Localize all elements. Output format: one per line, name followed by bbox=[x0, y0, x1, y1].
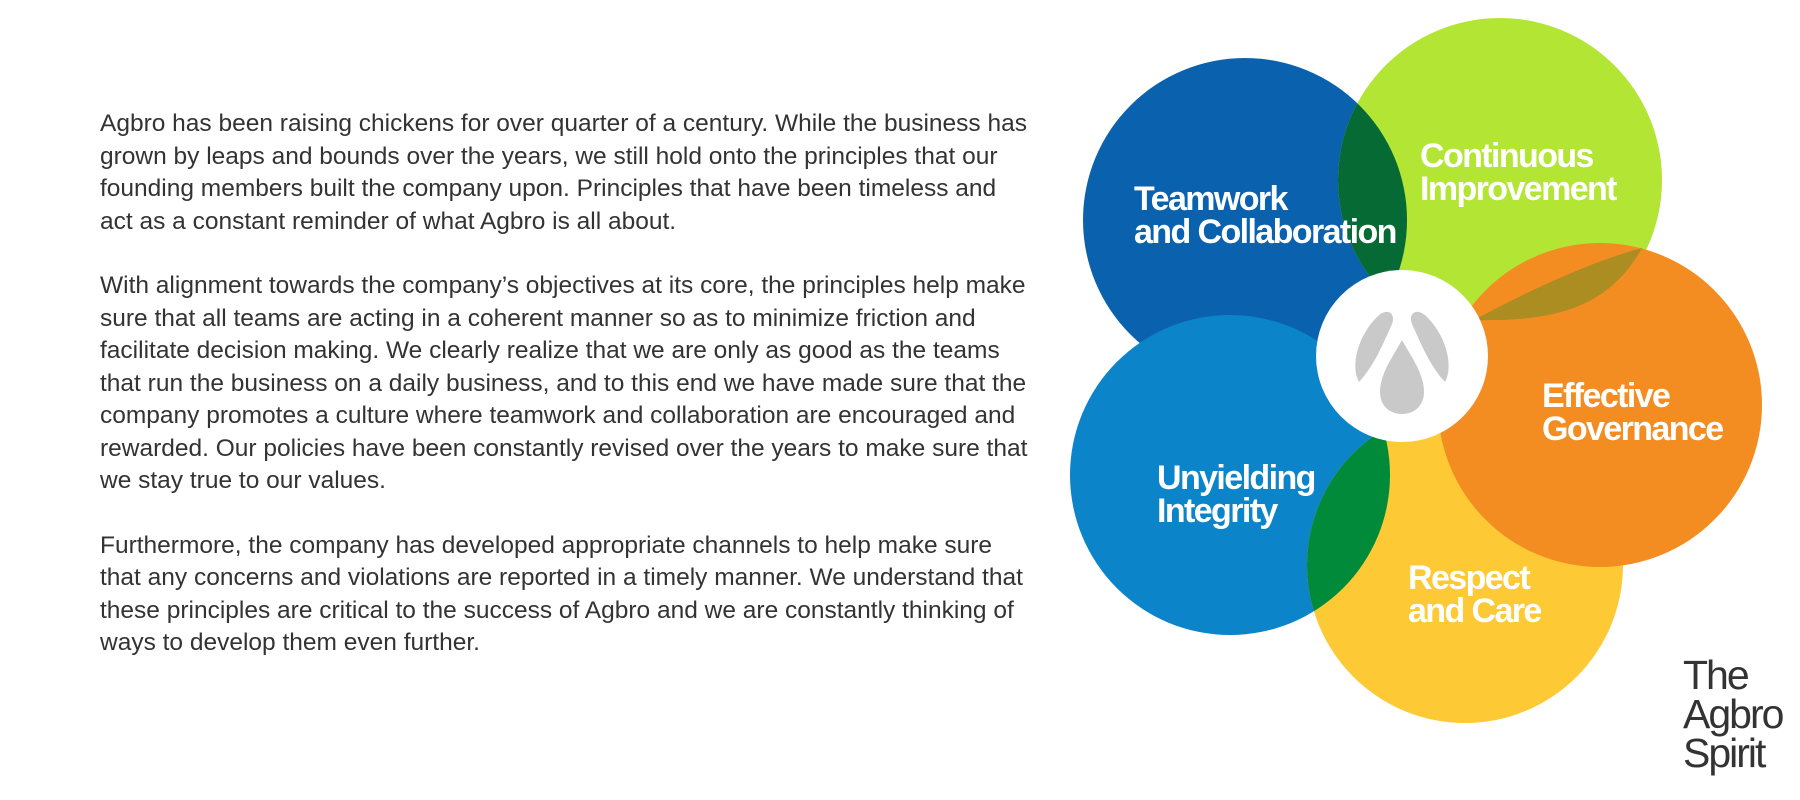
label-teamwork-collaboration: Teamwork and Collaboration bbox=[1134, 180, 1396, 251]
brand-title bbox=[1683, 652, 1783, 776]
label-continuous-improvement: Continuous Improvement bbox=[1420, 137, 1616, 208]
label-effective-governance: Effective Governance bbox=[1542, 377, 1723, 448]
intro-paragraph-3: Furthermore, the company has developed appropriate channels to help make sure that any concerns and violations are reported in a timely manner. We understand that these principles are critical to the success of Agbro and we are constantly thinking of ways to develop them even further. bbox=[100, 531, 1023, 656]
intro-paragraph-1: Agbro has been raising chickens for over quarter of a century. While the business has grown by leaps and bounds over the years, we still hold onto the principles that our founding members built the company upon. Principles that have been timeless and act as a constant reminder of what Agbro is all about. bbox=[100, 110, 1027, 235]
label-respect-care: Respect and Care bbox=[1408, 559, 1541, 630]
brand-line-3: Spirit bbox=[1683, 730, 1765, 776]
brand-line-2: Agbro bbox=[1683, 691, 1783, 737]
brand-line-1: The bbox=[1683, 652, 1748, 698]
intro-paragraph-2: With alignment towards the company’s objectives at its core, the principles help make sure that all teams are acting in a coherent manner so as to minimize friction and facilitate decision making. We clearly realize that we are only as good as the teams that run the business on a daily business, and to this end we have made sure that the company promotes a culture where teamwork and collaboration are encouraged and rewarded. Our policies have been constantly revised over the years to make sure that we stay true to our values. bbox=[100, 272, 1028, 494]
label-unyielding-integrity: Unyielding Integrity bbox=[1157, 459, 1315, 530]
